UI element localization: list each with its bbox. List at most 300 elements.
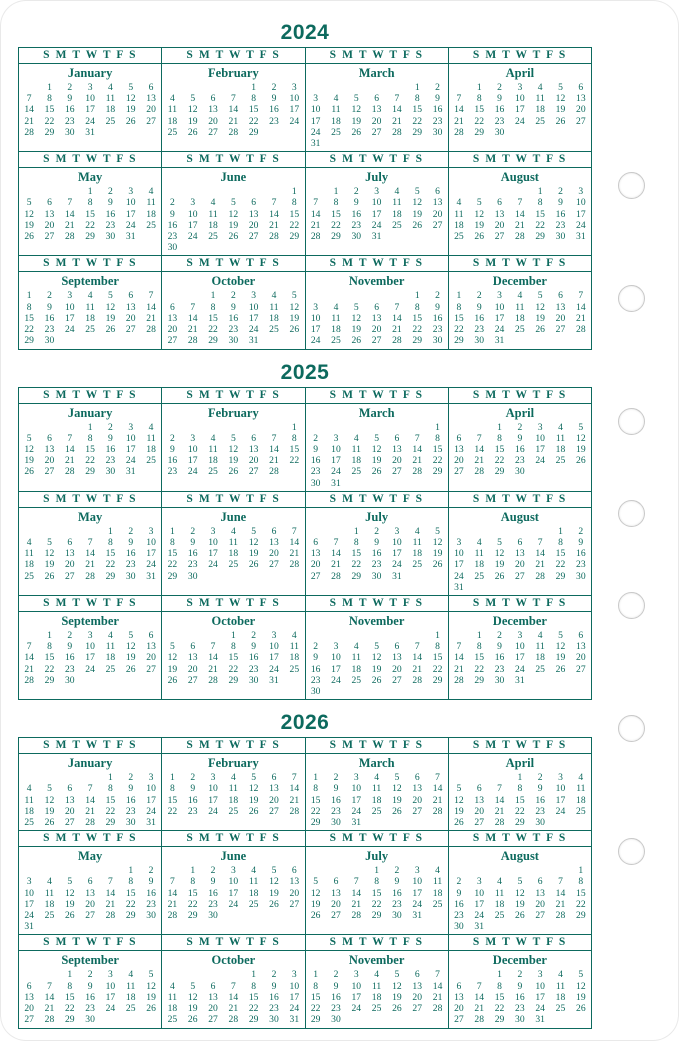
day-cell[interactable]: 13 bbox=[555, 301, 566, 313]
day-cell[interactable]: 9 bbox=[537, 783, 543, 795]
month-cell[interactable] bbox=[305, 64, 448, 152]
day-cell[interactable]: 9 bbox=[170, 443, 175, 455]
day-cell[interactable]: 23 bbox=[64, 115, 75, 127]
day-cell[interactable]: 15 bbox=[432, 443, 443, 455]
day-cell[interactable]: 1 bbox=[435, 421, 440, 433]
day-cell[interactable]: 10 bbox=[454, 548, 464, 560]
day-cell[interactable]: 18 bbox=[371, 794, 382, 806]
day-cell[interactable]: 20 bbox=[494, 219, 505, 231]
day-cell[interactable]: 9 bbox=[128, 783, 134, 795]
day-cell[interactable]: 5 bbox=[414, 186, 420, 198]
day-cell[interactable]: 25 bbox=[371, 1003, 382, 1015]
day-cell[interactable]: 7 bbox=[353, 876, 359, 888]
day-cell[interactable]: 7 bbox=[394, 93, 400, 105]
day-cell[interactable]: 7 bbox=[87, 783, 93, 795]
day-cell[interactable]: 29 bbox=[228, 674, 239, 686]
day-cell[interactable]: 1 bbox=[108, 525, 113, 537]
day-cell[interactable]: 10 bbox=[535, 980, 545, 992]
day-cell[interactable]: 4 bbox=[26, 536, 32, 548]
day-cell[interactable]: 20 bbox=[371, 324, 382, 336]
day-cell[interactable]: 23 bbox=[535, 805, 545, 817]
day-cell[interactable]: 11 bbox=[494, 887, 505, 899]
day-cell[interactable]: 13 bbox=[432, 197, 443, 209]
day-cell[interactable]: 21 bbox=[412, 663, 423, 675]
day-cell[interactable]: 16 bbox=[269, 991, 279, 1003]
day-cell[interactable]: 6 bbox=[26, 980, 32, 992]
day-cell[interactable]: 24 bbox=[125, 455, 136, 467]
day-cell[interactable]: 24 bbox=[64, 324, 75, 336]
day-cell[interactable]: 12 bbox=[269, 876, 279, 888]
day-cell[interactable]: 5 bbox=[230, 197, 236, 209]
day-cell[interactable]: 19 bbox=[576, 991, 586, 1003]
day-cell[interactable]: 27 bbox=[208, 1014, 218, 1026]
day-cell[interactable]: 1 bbox=[47, 629, 52, 641]
day-cell[interactable]: 7 bbox=[558, 876, 563, 888]
day-cell[interactable]: 15 bbox=[494, 443, 505, 455]
day-cell[interactable]: 18 bbox=[146, 443, 156, 455]
day-cell[interactable]: 14 bbox=[454, 104, 464, 116]
day-cell[interactable]: 12 bbox=[228, 208, 239, 220]
day-cell[interactable]: 12 bbox=[351, 312, 362, 324]
day-cell[interactable]: 27 bbox=[392, 674, 402, 686]
day-cell[interactable]: 23 bbox=[167, 466, 178, 478]
day-cell[interactable]: 22 bbox=[187, 898, 198, 910]
day-cell[interactable]: 17 bbox=[208, 794, 218, 806]
day-cell[interactable]: 9 bbox=[67, 93, 73, 105]
day-cell[interactable]: 20 bbox=[576, 652, 586, 664]
day-cell[interactable]: 29 bbox=[351, 570, 362, 582]
day-cell[interactable]: 30 bbox=[187, 570, 198, 582]
day-cell[interactable]: 19 bbox=[555, 652, 566, 664]
day-cell[interactable]: 3 bbox=[353, 969, 359, 981]
day-cell[interactable]: 10 bbox=[535, 432, 545, 444]
day-cell[interactable]: 10 bbox=[208, 783, 218, 795]
day-cell[interactable]: 8 bbox=[456, 301, 462, 313]
day-cell[interactable]: 12 bbox=[392, 980, 402, 992]
day-cell[interactable]: 7 bbox=[26, 641, 32, 653]
day-cell[interactable]: 12 bbox=[248, 783, 259, 795]
day-cell[interactable]: 17 bbox=[515, 104, 525, 116]
day-cell[interactable]: 10 bbox=[105, 980, 116, 992]
day-cell[interactable]: 18 bbox=[167, 115, 178, 127]
day-cell[interactable]: 12 bbox=[125, 93, 136, 105]
day-cell[interactable]: 2 bbox=[537, 772, 543, 784]
day-cell[interactable]: 11 bbox=[105, 93, 116, 105]
day-cell[interactable]: 21 bbox=[432, 794, 443, 806]
day-cell[interactable]: 20 bbox=[454, 455, 464, 467]
day-cell[interactable]: 19 bbox=[432, 548, 443, 560]
day-cell[interactable]: 5 bbox=[67, 876, 73, 888]
day-cell[interactable]: 14 bbox=[228, 991, 239, 1003]
day-cell[interactable]: 28 bbox=[331, 570, 341, 582]
day-cell[interactable]: 14 bbox=[289, 783, 300, 795]
day-cell[interactable]: 30 bbox=[432, 126, 443, 138]
day-cell[interactable]: 9 bbox=[353, 197, 359, 209]
day-cell[interactable]: 9 bbox=[558, 197, 563, 209]
day-cell[interactable]: 5 bbox=[497, 536, 502, 548]
day-cell[interactable]: 12 bbox=[24, 208, 34, 220]
day-cell[interactable]: 26 bbox=[125, 663, 136, 675]
day-cell[interactable]: 10 bbox=[125, 197, 136, 209]
day-cell[interactable]: 2 bbox=[456, 876, 462, 888]
day-cell[interactable]: 15 bbox=[289, 443, 300, 455]
day-cell[interactable]: 3 bbox=[558, 772, 563, 784]
day-cell[interactable]: 14 bbox=[85, 548, 95, 560]
day-cell[interactable]: 20 bbox=[432, 208, 443, 220]
day-cell[interactable]: 27 bbox=[494, 231, 505, 243]
day-cell[interactable]: 2 bbox=[517, 969, 523, 981]
day-cell[interactable]: 2 bbox=[170, 197, 175, 209]
day-cell[interactable]: 14 bbox=[187, 312, 198, 324]
day-cell[interactable]: 24 bbox=[515, 663, 525, 675]
day-cell[interactable]: 13 bbox=[44, 208, 55, 220]
day-cell[interactable]: 26 bbox=[228, 466, 239, 478]
day-cell[interactable]: 17 bbox=[187, 455, 198, 467]
day-cell[interactable]: 21 bbox=[44, 1003, 55, 1015]
day-cell[interactable]: 28 bbox=[535, 570, 545, 582]
month-cell[interactable] bbox=[162, 272, 305, 349]
day-cell[interactable]: 17 bbox=[331, 455, 341, 467]
day-cell[interactable]: 13 bbox=[371, 104, 382, 116]
day-cell[interactable]: 7 bbox=[291, 772, 297, 784]
day-cell[interactable]: 13 bbox=[146, 641, 156, 653]
day-cell[interactable]: 6 bbox=[251, 197, 257, 209]
day-cell[interactable]: 27 bbox=[248, 231, 259, 243]
day-cell[interactable]: 4 bbox=[374, 772, 379, 784]
day-cell[interactable]: 5 bbox=[313, 876, 319, 888]
day-cell[interactable]: 24 bbox=[454, 570, 464, 582]
day-cell[interactable]: 13 bbox=[412, 980, 423, 992]
day-cell[interactable]: 17 bbox=[146, 548, 156, 560]
day-cell[interactable]: 29 bbox=[494, 466, 505, 478]
day-cell[interactable]: 5 bbox=[558, 82, 563, 94]
day-cell[interactable]: 16 bbox=[187, 548, 198, 560]
day-cell[interactable]: 14 bbox=[167, 887, 178, 899]
day-cell[interactable]: 17 bbox=[289, 991, 300, 1003]
day-cell[interactable]: 25 bbox=[105, 115, 116, 127]
day-cell[interactable]: 26 bbox=[289, 324, 300, 336]
day-cell[interactable]: 13 bbox=[371, 312, 382, 324]
day-cell[interactable]: 21 bbox=[474, 455, 485, 467]
day-cell[interactable]: 9 bbox=[333, 783, 339, 795]
day-cell[interactable]: 26 bbox=[454, 817, 464, 829]
day-cell[interactable]: 22 bbox=[310, 1003, 321, 1015]
day-cell[interactable]: 15 bbox=[167, 794, 178, 806]
day-cell[interactable]: 31 bbox=[454, 581, 464, 593]
day-cell[interactable]: 3 bbox=[148, 525, 154, 537]
day-cell[interactable]: 28 bbox=[351, 910, 362, 922]
month-cell[interactable] bbox=[19, 611, 162, 699]
day-cell[interactable]: 22 bbox=[125, 898, 136, 910]
day-cell[interactable]: 9 bbox=[190, 783, 196, 795]
day-cell[interactable]: 6 bbox=[394, 432, 400, 444]
day-cell[interactable]: 17 bbox=[412, 887, 423, 899]
day-cell[interactable]: 4 bbox=[414, 525, 420, 537]
day-cell[interactable]: 15 bbox=[535, 208, 545, 220]
day-cell[interactable]: 26 bbox=[576, 455, 586, 467]
day-cell[interactable]: 21 bbox=[289, 548, 300, 560]
day-cell[interactable]: 12 bbox=[412, 197, 423, 209]
day-cell[interactable]: 23 bbox=[125, 559, 136, 571]
day-cell[interactable]: 24 bbox=[208, 805, 218, 817]
day-cell[interactable]: 26 bbox=[576, 1003, 586, 1015]
day-cell[interactable]: 2 bbox=[394, 865, 400, 877]
day-cell[interactable]: 3 bbox=[271, 629, 277, 641]
day-cell[interactable]: 10 bbox=[412, 876, 423, 888]
day-cell[interactable]: 23 bbox=[146, 898, 156, 910]
day-cell[interactable]: 30 bbox=[85, 1014, 95, 1026]
day-cell[interactable]: 27 bbox=[64, 817, 75, 829]
day-cell[interactable]: 1 bbox=[291, 421, 297, 433]
day-cell[interactable]: 5 bbox=[26, 432, 32, 444]
day-cell[interactable]: 19 bbox=[44, 805, 55, 817]
month-cell[interactable] bbox=[162, 64, 305, 152]
day-cell[interactable]: 30 bbox=[125, 817, 136, 829]
day-cell[interactable]: 15 bbox=[351, 548, 362, 560]
day-cell[interactable]: 3 bbox=[537, 969, 543, 981]
day-cell[interactable]: 26 bbox=[310, 910, 321, 922]
day-cell[interactable]: 1 bbox=[374, 865, 379, 877]
day-cell[interactable]: 4 bbox=[558, 969, 563, 981]
day-cell[interactable]: 28 bbox=[289, 805, 300, 817]
day-cell[interactable]: 13 bbox=[310, 548, 321, 560]
day-cell[interactable]: 5 bbox=[251, 772, 257, 784]
day-cell[interactable]: 27 bbox=[248, 466, 259, 478]
day-cell[interactable]: 24 bbox=[535, 1003, 545, 1015]
day-cell[interactable]: 31 bbox=[125, 231, 136, 243]
day-cell[interactable]: 17 bbox=[208, 548, 218, 560]
day-cell[interactable]: 20 bbox=[474, 805, 485, 817]
day-cell[interactable]: 30 bbox=[351, 231, 362, 243]
day-cell[interactable]: 18 bbox=[125, 991, 136, 1003]
day-cell[interactable]: 15 bbox=[454, 312, 464, 324]
day-cell[interactable]: 16 bbox=[248, 652, 259, 664]
day-cell[interactable]: 9 bbox=[313, 652, 319, 664]
day-cell[interactable]: 4 bbox=[26, 783, 32, 795]
day-cell[interactable]: 4 bbox=[271, 290, 277, 302]
day-cell[interactable]: 25 bbox=[125, 1003, 136, 1015]
day-cell[interactable]: 15 bbox=[289, 208, 300, 220]
day-cell[interactable]: 6 bbox=[148, 82, 154, 94]
day-cell[interactable]: 8 bbox=[47, 93, 52, 105]
day-cell[interactable]: 3 bbox=[26, 876, 32, 888]
day-cell[interactable]: 16 bbox=[474, 312, 485, 324]
day-cell[interactable]: 15 bbox=[412, 104, 423, 116]
day-cell[interactable]: 28 bbox=[310, 231, 321, 243]
day-cell[interactable]: 25 bbox=[392, 219, 402, 231]
day-cell[interactable]: 26 bbox=[351, 335, 362, 347]
day-cell[interactable]: 10 bbox=[208, 536, 218, 548]
day-cell[interactable]: 1 bbox=[26, 290, 32, 302]
day-cell[interactable]: 14 bbox=[44, 991, 55, 1003]
day-cell[interactable]: 3 bbox=[291, 82, 297, 94]
day-cell[interactable]: 29 bbox=[85, 466, 95, 478]
day-cell[interactable]: 8 bbox=[67, 980, 73, 992]
day-cell[interactable]: 16 bbox=[64, 652, 75, 664]
day-cell[interactable]: 23 bbox=[269, 1003, 279, 1015]
day-cell[interactable]: 13 bbox=[269, 783, 279, 795]
month-cell[interactable] bbox=[305, 611, 448, 699]
day-cell[interactable]: 21 bbox=[432, 991, 443, 1003]
day-cell[interactable]: 22 bbox=[248, 115, 259, 127]
day-cell[interactable]: 6 bbox=[374, 93, 379, 105]
day-cell[interactable]: 20 bbox=[576, 104, 586, 116]
day-cell[interactable]: 26 bbox=[44, 817, 55, 829]
month-cell[interactable] bbox=[19, 64, 162, 152]
day-cell[interactable]: 19 bbox=[269, 887, 279, 899]
day-cell[interactable]: 25 bbox=[228, 559, 239, 571]
day-cell[interactable]: 20 bbox=[392, 455, 402, 467]
day-cell[interactable]: 17 bbox=[85, 104, 95, 116]
day-cell[interactable]: 1 bbox=[476, 82, 482, 94]
day-cell[interactable]: 25 bbox=[535, 115, 545, 127]
day-cell[interactable]: 3 bbox=[537, 421, 543, 433]
day-cell[interactable]: 12 bbox=[146, 980, 156, 992]
day-cell[interactable]: 25 bbox=[248, 898, 259, 910]
day-cell[interactable]: 13 bbox=[85, 887, 95, 899]
day-cell[interactable]: 16 bbox=[331, 794, 341, 806]
day-cell[interactable]: 1 bbox=[190, 865, 196, 877]
day-cell[interactable]: 4 bbox=[456, 197, 462, 209]
day-cell[interactable]: 4 bbox=[333, 301, 339, 313]
day-cell[interactable]: 6 bbox=[67, 783, 73, 795]
day-cell[interactable]: 20 bbox=[44, 455, 55, 467]
day-cell[interactable]: 16 bbox=[125, 548, 136, 560]
day-cell[interactable]: 26 bbox=[351, 126, 362, 138]
day-cell[interactable]: 27 bbox=[371, 126, 382, 138]
day-cell[interactable]: 6 bbox=[210, 980, 216, 992]
day-cell[interactable]: 19 bbox=[44, 559, 55, 571]
day-cell[interactable]: 9 bbox=[148, 876, 154, 888]
day-cell[interactable]: 30 bbox=[64, 674, 75, 686]
day-cell[interactable]: 30 bbox=[474, 335, 485, 347]
day-cell[interactable]: 28 bbox=[454, 674, 464, 686]
day-cell[interactable]: 17 bbox=[535, 991, 545, 1003]
day-cell[interactable]: 19 bbox=[371, 455, 382, 467]
day-cell[interactable]: 29 bbox=[64, 1014, 75, 1026]
day-cell[interactable]: 19 bbox=[105, 312, 116, 324]
day-cell[interactable]: 25 bbox=[167, 1014, 178, 1026]
day-cell[interactable]: 3 bbox=[374, 186, 379, 198]
day-cell[interactable]: 8 bbox=[291, 432, 297, 444]
day-cell[interactable]: 26 bbox=[44, 570, 55, 582]
day-cell[interactable]: 4 bbox=[210, 197, 216, 209]
day-cell[interactable]: 3 bbox=[394, 525, 400, 537]
day-cell[interactable]: 29 bbox=[310, 1014, 321, 1026]
day-cell[interactable]: 18 bbox=[412, 548, 423, 560]
day-cell[interactable]: 19 bbox=[515, 898, 525, 910]
day-cell[interactable]: 4 bbox=[170, 980, 175, 992]
day-cell[interactable]: 13 bbox=[208, 991, 218, 1003]
day-cell[interactable]: 15 bbox=[555, 548, 566, 560]
day-cell[interactable]: 27 bbox=[187, 674, 198, 686]
day-cell[interactable]: 13 bbox=[474, 794, 485, 806]
day-cell[interactable]: 23 bbox=[64, 663, 75, 675]
day-cell[interactable]: 2 bbox=[313, 432, 319, 444]
day-cell[interactable]: 30 bbox=[494, 674, 505, 686]
day-cell[interactable]: 25 bbox=[331, 126, 341, 138]
day-cell[interactable]: 17 bbox=[187, 219, 198, 231]
day-cell[interactable]: 13 bbox=[44, 443, 55, 455]
day-cell[interactable]: 27 bbox=[331, 910, 341, 922]
day-cell[interactable]: 6 bbox=[374, 301, 379, 313]
day-cell[interactable]: 13 bbox=[576, 93, 586, 105]
day-cell[interactable]: 19 bbox=[125, 104, 136, 116]
day-cell[interactable]: 8 bbox=[313, 783, 319, 795]
day-cell[interactable]: 17 bbox=[515, 652, 525, 664]
day-cell[interactable]: 20 bbox=[412, 991, 423, 1003]
day-cell[interactable]: 18 bbox=[515, 312, 525, 324]
day-cell[interactable]: 29 bbox=[412, 335, 423, 347]
day-cell[interactable]: 6 bbox=[210, 93, 216, 105]
month-cell[interactable] bbox=[305, 754, 448, 831]
day-cell[interactable]: 3 bbox=[87, 629, 93, 641]
day-cell[interactable]: 19 bbox=[351, 324, 362, 336]
day-cell[interactable]: 11 bbox=[228, 536, 238, 548]
day-cell[interactable]: 3 bbox=[251, 290, 257, 302]
day-cell[interactable]: 22 bbox=[494, 455, 505, 467]
day-cell[interactable]: 30 bbox=[228, 335, 239, 347]
day-cell[interactable]: 21 bbox=[310, 219, 321, 231]
day-cell[interactable]: 14 bbox=[351, 887, 362, 899]
day-cell[interactable]: 3 bbox=[333, 432, 339, 444]
day-cell[interactable]: 18 bbox=[392, 208, 402, 220]
day-cell[interactable]: 20 bbox=[412, 794, 423, 806]
day-cell[interactable]: 22 bbox=[371, 898, 382, 910]
day-cell[interactable]: 3 bbox=[517, 629, 523, 641]
day-cell[interactable]: 7 bbox=[87, 536, 93, 548]
day-cell[interactable]: 1 bbox=[497, 421, 502, 433]
day-cell[interactable]: 28 bbox=[64, 231, 75, 243]
day-cell[interactable]: 21 bbox=[24, 115, 34, 127]
day-cell[interactable]: 19 bbox=[310, 898, 321, 910]
day-cell[interactable]: 31 bbox=[289, 1014, 300, 1026]
day-cell[interactable]: 24 bbox=[351, 805, 362, 817]
day-cell[interactable]: 22 bbox=[64, 1003, 75, 1015]
day-cell[interactable]: 1 bbox=[476, 629, 482, 641]
day-cell[interactable]: 11 bbox=[351, 652, 361, 664]
day-cell[interactable]: 9 bbox=[271, 980, 277, 992]
day-cell[interactable]: 25 bbox=[85, 324, 95, 336]
day-cell[interactable]: 20 bbox=[392, 663, 402, 675]
day-cell[interactable]: 15 bbox=[64, 991, 75, 1003]
day-cell[interactable]: 17 bbox=[576, 208, 586, 220]
day-cell[interactable]: 5 bbox=[578, 421, 584, 433]
day-cell[interactable]: 6 bbox=[190, 641, 196, 653]
day-cell[interactable]: 25 bbox=[474, 570, 485, 582]
day-cell[interactable]: 26 bbox=[146, 1003, 156, 1015]
day-cell[interactable]: 7 bbox=[435, 969, 440, 981]
day-cell[interactable]: 10 bbox=[310, 104, 321, 116]
day-cell[interactable]: 16 bbox=[167, 219, 178, 231]
day-cell[interactable]: 23 bbox=[331, 1003, 341, 1015]
day-cell[interactable]: 23 bbox=[105, 455, 116, 467]
day-cell[interactable]: 14 bbox=[515, 208, 525, 220]
day-cell[interactable]: 26 bbox=[392, 1003, 402, 1015]
day-cell[interactable]: 29 bbox=[248, 1014, 259, 1026]
day-cell[interactable]: 8 bbox=[313, 980, 319, 992]
day-cell[interactable]: 26 bbox=[187, 1014, 198, 1026]
day-cell[interactable]: 7 bbox=[230, 980, 236, 992]
day-cell[interactable]: 23 bbox=[555, 219, 566, 231]
day-cell[interactable]: 24 bbox=[555, 805, 566, 817]
day-cell[interactable]: 10 bbox=[555, 783, 566, 795]
day-cell[interactable]: 20 bbox=[331, 898, 341, 910]
day-cell[interactable]: 23 bbox=[432, 324, 443, 336]
month-cell[interactable] bbox=[448, 611, 591, 699]
day-cell[interactable]: 18 bbox=[208, 455, 218, 467]
day-cell[interactable]: 20 bbox=[248, 219, 259, 231]
